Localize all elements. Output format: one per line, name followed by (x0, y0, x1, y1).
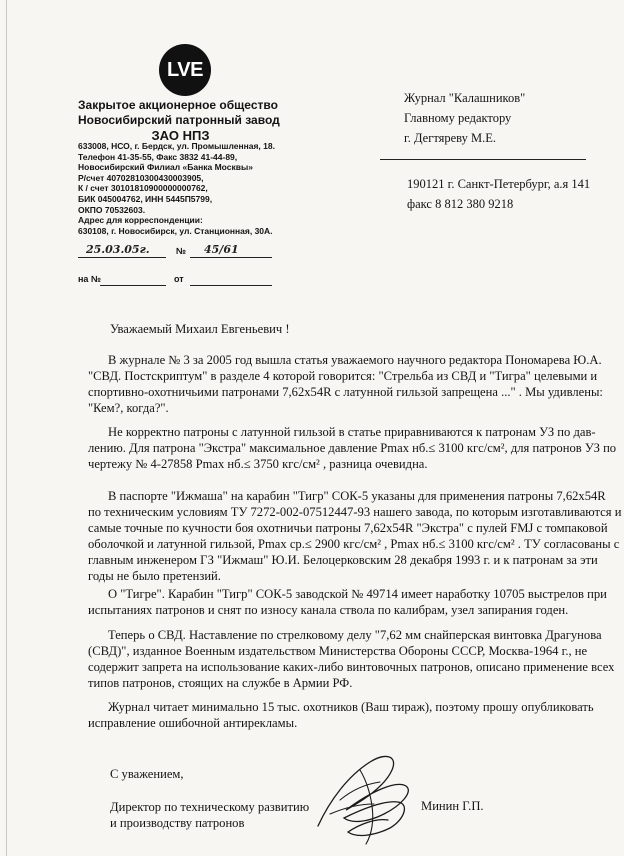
sender-contacts (78, 141, 318, 236)
text-line: самые точные по кучности боя охотничьи патроны 7,62х54R "Экстра" с пулей FMJ с томпаковой (88, 521, 608, 535)
contact-line: 633008, НСО, г. Бердск, ул. Промышленная, 18. (78, 141, 275, 151)
addressee-position: Главному редактору (404, 111, 512, 125)
contact-line: Новосибирский Филиал «Банка Москвы» (78, 162, 253, 173)
text-line: исправление ошибочной антирекламы. (88, 716, 298, 730)
text-line: В журнале № 3 за 2005 год вышла статья уважаемого научного редактора Пономарева Ю.А. (108, 353, 602, 367)
paragraph-2 (88, 424, 617, 472)
addressee-divider (380, 159, 586, 160)
paragraph-4 (88, 586, 610, 618)
outgoing-reference (78, 244, 278, 260)
text-line: "Кем?, когда?". (88, 401, 169, 415)
text-line: по техническим условиям ТУ 7272-002-07512447-93 нашего завода, по которым изготавливаются и (88, 505, 622, 519)
date-underline (78, 257, 166, 258)
handwritten-signature (300, 740, 430, 848)
paragraph-3 (88, 488, 622, 584)
text-line: испытаниях патронов и снят по износу канала ствола по калибрам, узел запирания годен. (88, 603, 569, 617)
number-label: № (176, 246, 187, 256)
reply-from-label: от (174, 274, 184, 284)
contact-line: Р/счет 40702810300430003905, (78, 172, 204, 183)
closing-regards: С уважением, (110, 767, 184, 781)
text-line: Не корректно патроны с латунной гильзой в статье приравниваются к патронам УЗ по дав- (108, 425, 596, 439)
scan-edge (6, 0, 7, 856)
paragraph-6 (88, 699, 610, 731)
reply-number-label: на № (78, 274, 101, 284)
text-line: оболочкой и латунной гильзой, Pmax ср.≤ 2900 кгс/см² , Pmax нб.≤ 3100 кгс/см² . ТУ согласованы с (88, 537, 620, 551)
addressee-address (407, 174, 590, 214)
text-line: Журнал читает минимально 15 тыс. охотников (Ваш тираж), поэтому прошу опубликовать (108, 700, 594, 714)
sender-name-line2: Новосибирский патронный завод (78, 113, 280, 127)
text-line: типов патронов, стоящих на службе в Армии РФ. (88, 676, 353, 690)
text-line: Теперь о СВД. Наставление по стрелковому делу "7,62 мм снайперская винтовка Драгунова (108, 628, 602, 642)
text-line: (СВД)", изданное Военным издательством Министерства Обороны СССР, Москва-1964 г., не (88, 644, 588, 658)
contact-line: К / счет 30101810900000000762, (78, 183, 208, 194)
text-line: О "Тигре". Карабин "Тигр" СОК-5 заводской № 49714 имеет наработку 10705 выстрелов при (108, 587, 607, 601)
contact-line: БИК 045004762, ИНН 5445П5799, (78, 193, 213, 204)
handwritten-number: 45/61 (204, 243, 239, 256)
text-line: спортивно-охотничьими патронами 7,62х54R с латунной гильзой запрещена ..." . Мы удивлены: (88, 385, 603, 399)
signer-name: Минин Г.П. (421, 799, 484, 813)
paragraph-5 (88, 627, 615, 691)
contact-line: Адрес для корреспонденции: (78, 215, 203, 226)
text-line: главным инженером ГЗ "Ижмаш" Ю.И. Белоцерковским 28 декабря 1993 г. и к патронам за эти (88, 553, 598, 567)
text-line: содержит запрета на использование каких-либо винтовочных патронов, описано применение всех (88, 660, 615, 674)
contact-line: ОКПО 70532603. (78, 204, 146, 215)
sender-name-line1: Закрытое акционерное общество (78, 98, 278, 112)
fax-line: факс 8 812 380 9218 (407, 197, 514, 211)
text-line: годы не было претензий. (88, 569, 221, 583)
text-line: "СВД. Постскриптум" в разделе 4 которой говорится: "Стрельба из СВД и "Тигра" целевыми и (88, 369, 598, 383)
paragraph-1 (88, 352, 610, 416)
text-line: В паспорте "Ижмаша" на карабин "Тигр" СОК-5 указаны для применения патроны 7,62х54R (108, 489, 606, 503)
reply-reference (78, 272, 278, 288)
text-line: чертежу № 4-27858 Pmax нб.≤ 3750 кгс/см² , разница очевидна. (88, 457, 428, 471)
sender-name-line3: ЗАО НПЗ (151, 128, 210, 143)
handwritten-date: 25.03.05г. (86, 243, 150, 256)
text-line: лению. Для патрона "Экстра" максимальное давление Pmax нб.≤ 3100 кгс/см², для патронов УЗ по (88, 441, 617, 455)
signer-title-line1: Директор по техническому развитию (110, 800, 310, 814)
contact-line: 630108, г. Новосибирск, ул. Станционная, 30А. (78, 225, 273, 236)
greeting: Уважаемый Михаил Евгеньевич ! (110, 322, 290, 336)
addressee-journal: Журнал "Калашников" (404, 91, 526, 105)
address-line: 190121 г. Санкт-Петербург, а.я 141 (407, 177, 591, 191)
contact-line: Телефон 41-35-55, Факс 3832 41-44-89, (78, 151, 238, 162)
company-logo: LVE (159, 44, 211, 96)
addressee-person: г. Дегтяреву М.Е. (404, 131, 497, 145)
reply-from-underline (190, 285, 272, 286)
signer-title-line2: и производству патронов (110, 816, 245, 830)
addressee-block (404, 88, 614, 148)
sender-name (78, 98, 318, 144)
signer-title (110, 799, 309, 831)
reply-number-underline (100, 285, 166, 286)
number-underline (190, 257, 272, 258)
